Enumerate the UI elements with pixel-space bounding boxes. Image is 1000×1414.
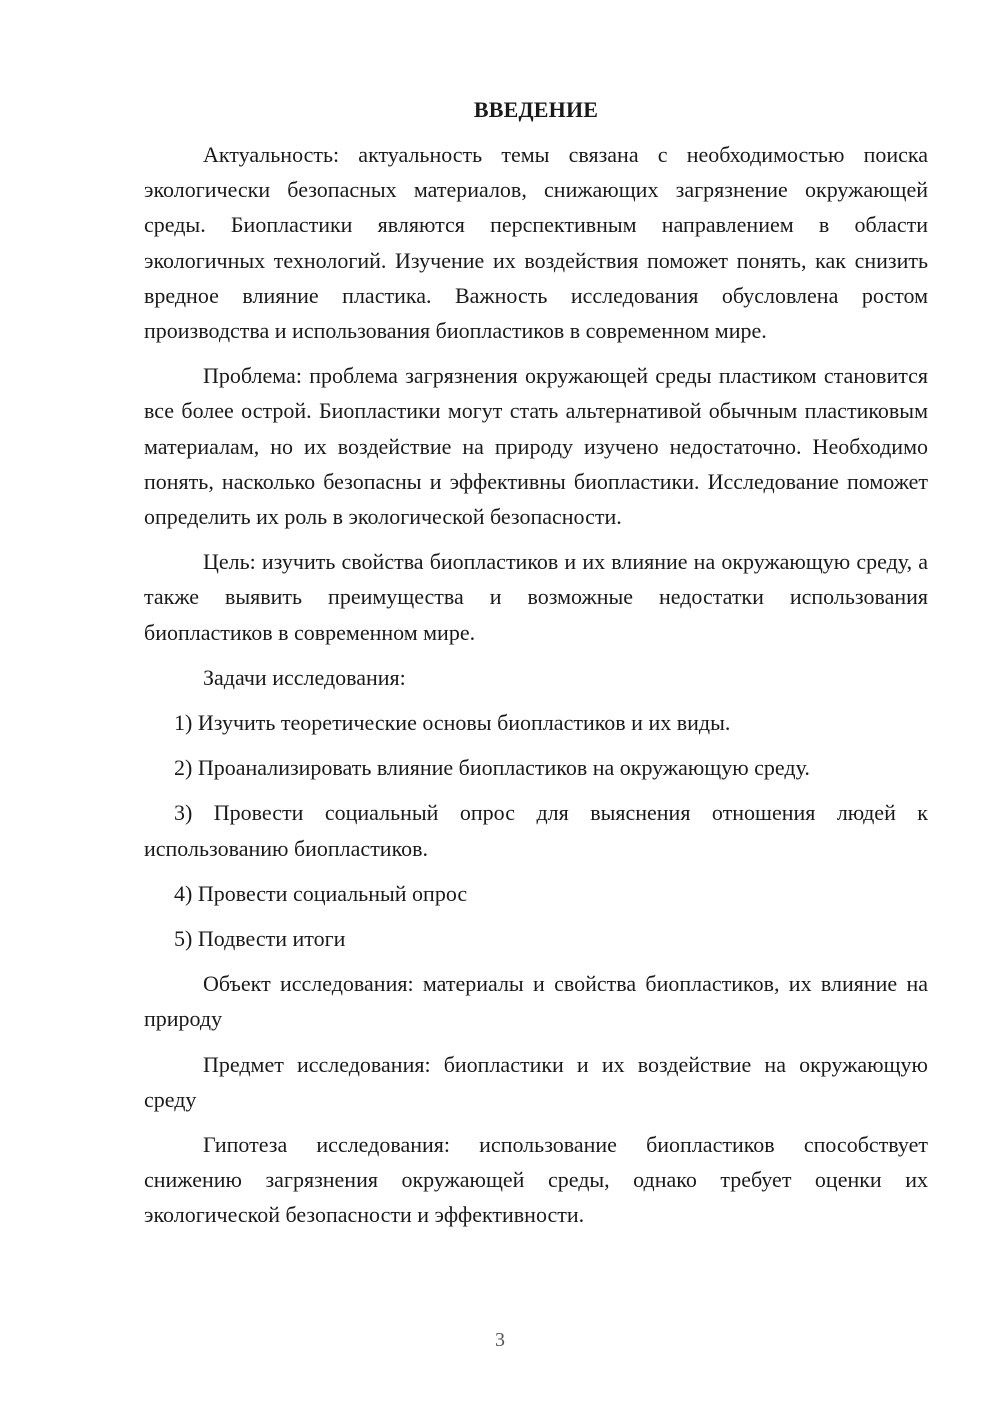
task-item: 1) Изучить теоретические основы биопластиков и их виды. (174, 710, 731, 736)
paragraph-hypothesis: Гипотеза исследования: использование биопластиков способствует снижению загрязнения окружающей среды, однако требует оценки их экологической безопасности и эффективности. (144, 1132, 928, 1228)
task-item: 5) Подвести итоги (174, 926, 346, 952)
task-item: 2) Проанализировать влияние биопластиков на окружающую среду. (174, 755, 810, 781)
paragraph-problem: Проблема: проблема загрязнения окружающей среды пластиком становится все более острой. Биопластики могут стать альтернативой обычным пластиковым материалам, но их воздействие на природу изучено недостаточно. Необходимо понять, насколько безопасны и эффективны биопластики. Исследование поможет определить их роль в экологической безопасности. (144, 363, 928, 530)
paragraph-goal: Цель: изучить свойства биопластиков и их влияние на окружающую среду, а также выявить преимущества и возможные недостатки использования биопластиков в современном мире. (144, 549, 928, 645)
paragraph-subject: Предмет исследования: биопластики и их воздействие на окружающую среду (144, 1051, 928, 1112)
page-number: 3 (495, 1329, 505, 1351)
task-item: 4) Провести социальный опрос (174, 880, 468, 906)
paragraph-object: Объект исследования: материалы и свойства биопластиков, их влияние на природу (144, 971, 928, 1032)
page-content (144, 92, 928, 1243)
paragraph-relevance: Актуальность: актуальность темы связана с необходимостью поиска экологически безопасных материалов, снижающих загрязнение окружающей среды. Биопластики являются перспективным направлением в области экологичных технологий. Изучение их воздействия поможет понять, как снизить вредное влияние пластика. Важность исследования обусловлена ростом производства и использования биопластиков в современном мире. (144, 142, 928, 344)
section-title: ВВЕДЕНИЕ (473, 97, 599, 122)
tasks-heading: Задачи исследования: (203, 664, 406, 690)
task-item: 3) Провести социальный опрос для выяснения отношения людей к использованию биопластиков. (144, 800, 928, 861)
